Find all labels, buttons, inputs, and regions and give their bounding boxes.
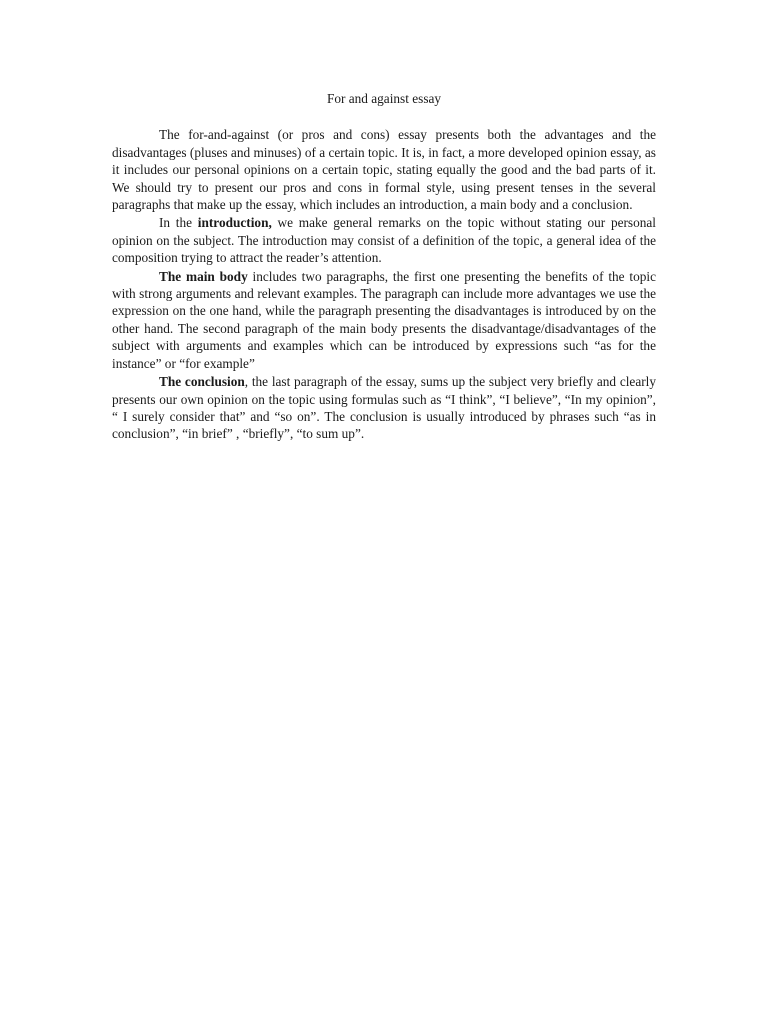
paragraph-main-body — [112, 268, 656, 372]
paragraph-text: includes two paragraphs, the first one presenting the benefits of the topic with strong arguments and relevant examples. The paragraph can include more advantages we use the expression on the one hand, while the paragraph presenting the disadvantages is introduced by on the other hand. The second paragraph of the main body presents the disadvantage/disadvantages of the subject with arguments and examples which can be introduced by expressions such “as for the instance” or “for example” — [112, 268, 656, 371]
paragraph-text: , the last paragraph of the essay, sums up the subject very briefly and clearly presents our own opinion on the topic using formulas such as “I think”, “I believe”, “In my opinion”, “ I surely consider that” and “so on”. The conclusion is usually introduced by phrases such “as in conclusion”, “in brief” , “briefly”, “to sum up”. — [112, 374, 656, 442]
paragraph-lead-main-body: The main body — [159, 268, 248, 284]
paragraph-text: The for-and-against (or pros and cons) essay presents both the advantages and the disadvantages (pluses and minuses) of a certain topic. It is, in fact, a more developed opinion essay, as it includes our personal opinions on a certain topic, stating equally the good and the bad parts of it. We should try to present our pros and cons in formal style, using present tenses in the several paragraphs that make up the essay, which includes an introduction, a main body and a conclusion. — [112, 127, 656, 213]
paragraph-conclusion — [112, 373, 656, 443]
paragraph-overview — [112, 126, 656, 213]
paragraph-lead-introduction: introduction, — [197, 215, 272, 231]
paragraph-lead-conclusion: The conclusion — [159, 374, 245, 390]
paragraph-introduction — [112, 214, 656, 266]
essay-body — [112, 90, 656, 444]
paragraph-text: we make general remarks on the topic without stating our personal opinion on the subject. The introduction may consist of a definition of the topic, a general idea of the composition trying to attract the reader’s attention. — [112, 215, 656, 266]
paragraph-prefix: In the — [159, 215, 198, 231]
document-title: For and against essay — [326, 91, 442, 106]
